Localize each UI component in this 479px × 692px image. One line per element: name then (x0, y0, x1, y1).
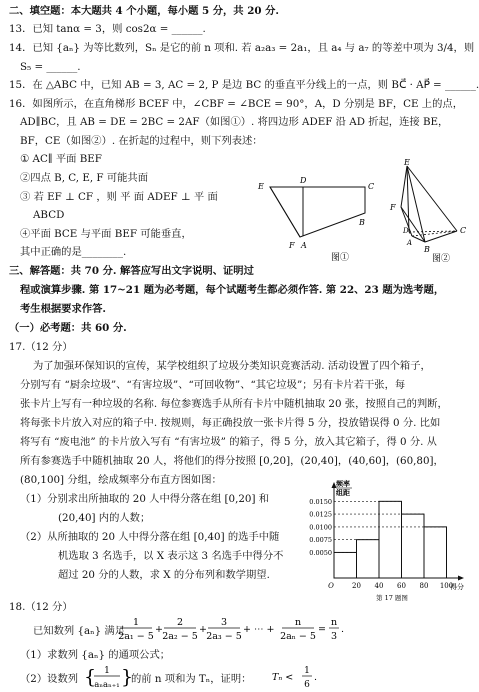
seq-den: aₙaₙ₊₁ (94, 680, 120, 690)
seq-brace-left: { (84, 666, 97, 688)
fig1-label-D: D (300, 176, 307, 185)
hist-bar-4 (424, 527, 447, 578)
q17-para-line6: 所有参赛选手中随机抽取 20 人，将他们的得分按照 [0,20]，(20,40]，(40,60]，(60,80]， (20, 455, 444, 467)
eq-term3-den: 2a₃ − 5 (206, 631, 242, 642)
section-solution-heading-1: 三、解答题：共 70 分. 解答应写出文字说明、证明过 (9, 265, 254, 277)
eq-period: . (341, 624, 345, 635)
hist-caption: 第 17 题图 (376, 594, 408, 602)
q17-sub2-line2: 机选取 3 名选手，以 X 表示这 3 名选手中得分不 (58, 550, 284, 562)
fig1-caption: 图① (331, 253, 350, 263)
hist-xtick-3: 60 (397, 582, 406, 590)
fig1-label-F: F (289, 241, 295, 250)
section-fill-in-heading: 二、填空题：本大题共 4 个小题，每小题 5 分，共 20 分. (9, 5, 279, 17)
eq-plus-2: + (199, 624, 207, 635)
hist-ytick-0: 0.0050 (309, 548, 332, 557)
q17-sub2-line3: 超过 20 分的人数，求 X 的分布列和数学期望. (58, 569, 270, 581)
eq-equals: = (318, 624, 326, 635)
fig2-label-F: F (390, 203, 396, 212)
eq-term1-num: 1 (132, 617, 140, 628)
hist-ytick-2: 0.0100 (309, 523, 332, 532)
figure-2-folded-solid (380, 160, 470, 265)
ineq-period: . (314, 672, 318, 683)
eq-rhs-den: 3 (330, 631, 338, 642)
question-13: 13．已知 tanα = 3，则 cos2α = ______. (9, 23, 206, 35)
hist-xtick-1: 20 (352, 582, 361, 590)
option-4-line1: ④平面 BCE 与平面 BEF 可能垂直， (20, 228, 192, 240)
seq-num: 1 (104, 666, 110, 676)
hist-ytick-1: 0.0075 (309, 536, 332, 545)
fig1-label-B: B (359, 218, 365, 227)
fig2-label-E: E (404, 158, 410, 167)
hist-bar-1 (357, 540, 380, 578)
q18-sub2-prefix: （2）设数列 (20, 673, 79, 685)
hist-bar-0 (334, 552, 357, 578)
hist-ytick-3: 0.0125 (309, 510, 332, 519)
q17-para-line3: 张卡片上写有一种垃圾的名称. 每位参赛选手从所有卡片中随机抽取 20 张，按照自己的判断， (20, 398, 448, 410)
question-14-line1: 14．已知 {aₙ} 为等比数列，Sₙ 是它的前 n 项和. 若 a₂a₃ = 2a₁，且 a₄ 与 a₇ 的等差中项为 3/4，则 (9, 42, 475, 54)
q18-sum-equation (118, 614, 358, 644)
fig1-label-A: A (301, 241, 307, 250)
hist-x-arrow (458, 576, 464, 581)
option-2: ②四点 B, C, E, F 可能共面 (20, 172, 149, 184)
hist-xtick-4: 80 (419, 582, 429, 590)
hist-xtick-5: 100 (439, 582, 454, 590)
eq-rhs-num: n (330, 617, 338, 628)
hist-ylabel-bottom: 组距 (336, 488, 350, 497)
eq-term3-num: 3 (220, 617, 228, 628)
eq-plus-1: + (155, 624, 163, 635)
q17-sub1-line2: (20,40] 内的人数； (58, 512, 151, 524)
question-18-header: 18.（12 分） (9, 601, 73, 613)
q17-para-line7: (80,100] 分组，绘成频率分布直方图如图： (20, 474, 222, 486)
part-1-heading: （一）必考题：共 60 分. (9, 322, 127, 334)
eq-term2-den: 2a₂ − 5 (162, 631, 198, 642)
hist-xtick-0: O (328, 582, 334, 590)
q18-condition: 已知数列 {aₙ} 满足 (33, 625, 126, 637)
option-3-line1: ③ 若 EF ⊥ CF ，则 平 面 ADEF ⊥ 平 面 (20, 191, 218, 203)
ineq-num: 1 (304, 666, 310, 676)
question-15: 15．在 △ABC 中，已知 AB = 3, AC = 2, P 是边 BC 的垂直平分线上的一点，则 BC⃗ · AP⃗ = ______. (9, 79, 479, 91)
q18-sub2-suffix: 的前 n 项和为 Tₙ，证明： (131, 673, 252, 685)
hist-ytick-4: 0.0150 (309, 497, 332, 506)
q17-frequency-histogram (300, 478, 472, 603)
section-solution-heading-2: 程或演算步骤. 第 17~21 题为必考题，每个试题考生都必须作答. 第 22、23 题为选考题， (20, 284, 445, 296)
eq-term2-num: 2 (176, 617, 184, 628)
eq-dots: + ⋯ + (243, 624, 275, 635)
q18-sub1: （1）求数列 {aₙ} 的通项公式； (20, 649, 171, 661)
fig2-label-D: D (403, 227, 409, 235)
fig1-label-E: E (258, 182, 264, 191)
ineq-lhs: Tₙ < (272, 672, 294, 683)
q18-inequality (271, 662, 319, 692)
fig2-label-B: B (424, 245, 430, 254)
q17-sub2-line1: （2）从所抽取的 20 人中得分落在组 [0,40] 的选手中随 (20, 531, 280, 543)
hist-xtick-2: 40 (374, 582, 384, 590)
q17-para-line5: 将写有 “废电池” 的卡片放入写有 “有害垃圾” 的箱子，得 5 分，放入其它箱子，得 0 分. 从 (20, 436, 437, 448)
question-17-header: 17.（12 分） (9, 341, 73, 353)
section-solution-heading-3: 考生根据要求作答. (20, 303, 106, 315)
eq-termn-den: 2aₙ − 5 (280, 631, 316, 642)
eq-term1-den: 2a₁ − 5 (118, 631, 154, 642)
option-1: ① AC∥ 平面 BEF (20, 153, 102, 165)
seq-brace-right: } (121, 666, 134, 688)
hist-bar-3 (402, 514, 425, 578)
q17-para-line2: 分别写有 “厨余垃圾”、“有害垃圾”、“可回收物”、“其它垃圾”；另有卡片若干张，每 (20, 379, 406, 391)
fig2-caption: 图② (432, 254, 451, 264)
fig2-label-A: A (407, 239, 413, 247)
option-3-line2: ABCD (33, 209, 65, 221)
hist-bar-2 (379, 501, 402, 578)
q17-para-line4: 将每张卡片放入对应的箱子中. 按规则，每正确投放一张卡片得 5 分，投放错误得 0 分. 比如 (20, 417, 441, 429)
hist-ylabel-top: 频率 (336, 479, 350, 488)
question-16-line2: AD∥BC，且 AB = DE = 2BC = 2AF（如图①）. 将四边形 ADEF 沿 AD 折起，连接 BE， (20, 116, 449, 128)
fig2-label-C: C (460, 226, 467, 235)
ineq-den: 6 (304, 680, 310, 690)
question-14-line2: S₅ = ______. (20, 61, 81, 73)
hist-xlabel: 得分 (450, 583, 464, 591)
eq-termn-num: n (294, 617, 302, 628)
q17-para-line1: 为了加强环保知识的宣传，某学校组织了垃圾分类知识竞赛活动. 活动设置了四个箱子， (33, 360, 431, 372)
option-4-line2: 其中正确的是________. (20, 246, 127, 258)
question-16-line3: BF，CE（如图②）. 在折起的过程中，则下列表述： (20, 135, 263, 147)
q17-sub1-line1: （1）分别求出所抽取的 20 人中得分落在组 [0,20] 和 (20, 493, 270, 505)
fig1-label-C: C (368, 182, 375, 191)
figure-1-trapezoid (255, 170, 380, 265)
q18-reciprocal-sequence (83, 662, 134, 692)
question-16-line1: 16．如图所示，在直角梯形 BCEF 中，∠CBF = ∠BCE = 90°，A，D 分别是 BF，CE 上的点， (9, 98, 463, 110)
